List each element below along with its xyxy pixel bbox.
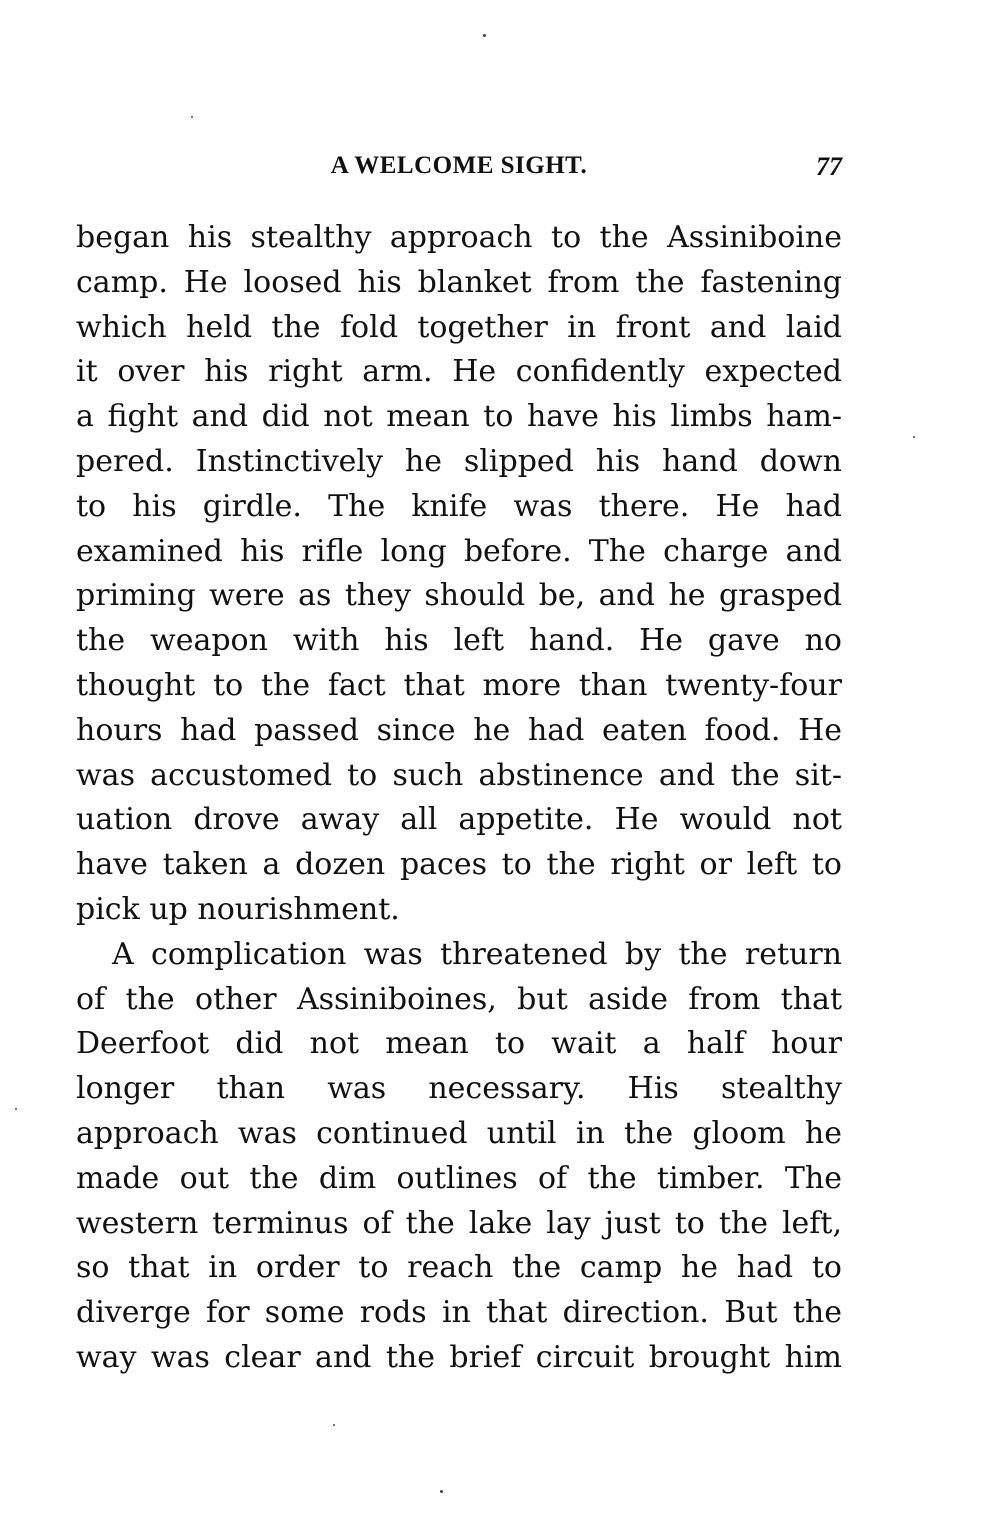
text-line: of the other Assiniboines, but aside from that	[76, 981, 842, 1017]
scan-speck	[483, 34, 486, 37]
scan-speck	[191, 116, 193, 118]
text-line: pered. Instinctively he slipped his hand down	[76, 443, 842, 479]
text-line: have taken a dozen paces to the right or left to	[76, 847, 842, 883]
running-head	[76, 152, 842, 192]
text-line: uation drove away all appetite. He would not	[76, 802, 842, 838]
text-line: priming were as they should be, and he grasped	[76, 578, 842, 614]
scan-speck	[333, 1424, 335, 1426]
text-line: thought to the fact that more than twenty-four	[76, 667, 842, 703]
body-text	[76, 216, 842, 1381]
text-line: made out the dim outlines of the timber. The	[76, 1160, 842, 1196]
scan-speck	[440, 1490, 443, 1493]
scan-speck	[913, 436, 915, 438]
text-line: examined his rifle long before. The charge and	[76, 533, 842, 569]
running-title: A WELCOME SIGHT.	[330, 152, 588, 179]
text-line: which held the fold together in front and laid	[76, 309, 842, 345]
text-line: Deerfoot did not mean to wait a half hour	[76, 1026, 842, 1062]
text-line: A complication was threatened by the return	[112, 936, 842, 972]
scan-speck	[15, 1108, 17, 1110]
text-line: a fight and did not mean to have his limbs ham-	[76, 399, 842, 435]
text-line: to his girdle. The knife was there. He had	[76, 488, 842, 524]
text-line: diverge for some rods in that direction. But the	[76, 1295, 842, 1331]
text-line: so that in order to reach the camp he had to	[76, 1250, 842, 1286]
page-number: 77	[816, 152, 842, 181]
text-line: it over his right arm. He confidently expected	[76, 354, 842, 390]
text-line: pick up nourishment.	[76, 891, 400, 927]
text-line: western terminus of the lake lay just to the left,	[76, 1205, 842, 1241]
text-line: approach was continued until in the gloom he	[76, 1115, 842, 1151]
text-line: longer than was necessary. His stealthy	[76, 1071, 842, 1107]
text-line: was accustomed to such abstinence and the sit-	[76, 757, 842, 793]
text-line: the weapon with his left hand. He gave no	[76, 623, 842, 659]
text-line: hours had passed since he had eaten food. He	[76, 712, 842, 748]
text-line: camp. He loosed his blanket from the fastening	[76, 264, 842, 300]
text-line: way was clear and the brief circuit brought him	[76, 1339, 842, 1375]
text-line: began his stealthy approach to the Assiniboine	[76, 220, 842, 255]
